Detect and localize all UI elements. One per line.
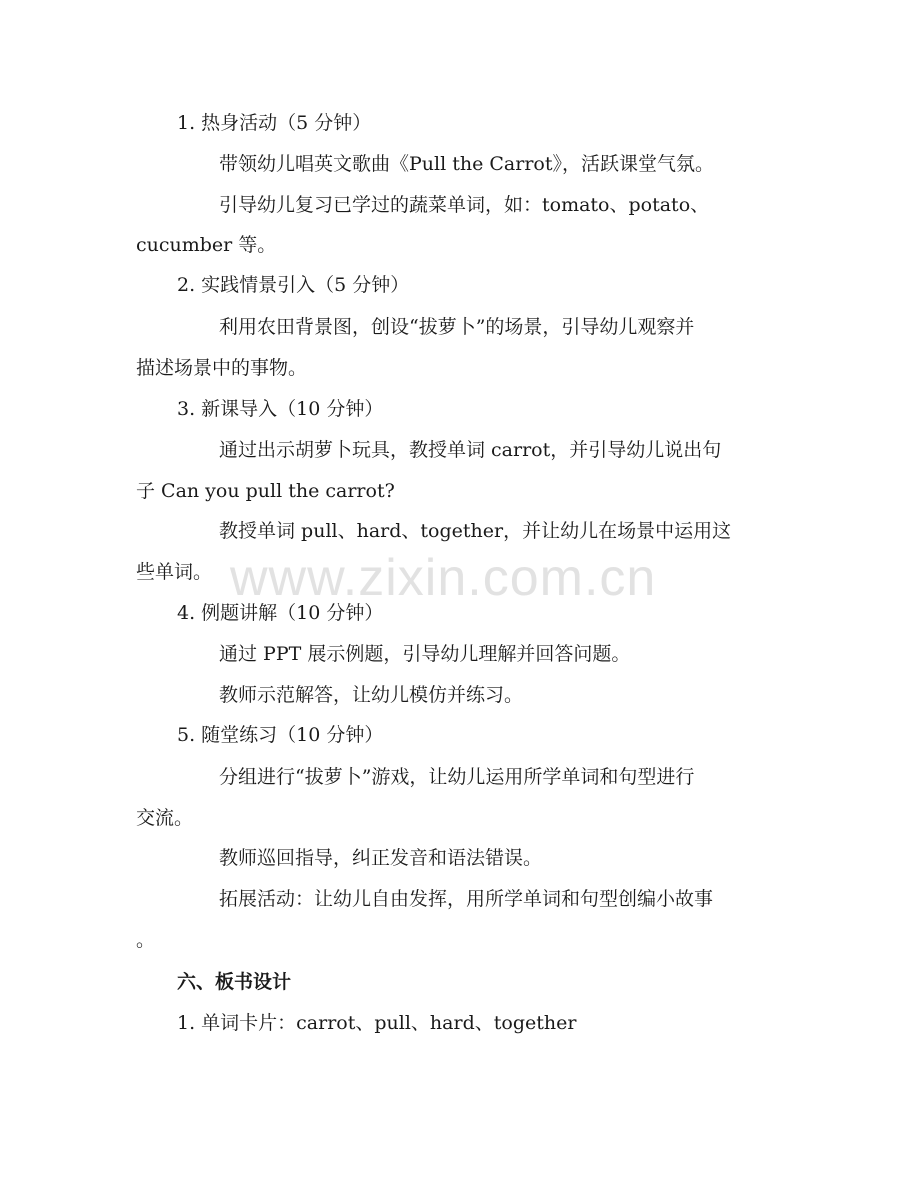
watermark: www.zixin.com.cn bbox=[230, 549, 657, 607]
step-3-title: 3. 新课导入（10 分钟） bbox=[177, 398, 384, 420]
step-4-line-1: 通过 PPT 展示例题，引导幼儿理解并回答问题。 bbox=[219, 643, 631, 665]
step-3-line-1: 通过出示胡萝卜玩具，教授单词 carrot，并引导幼儿说出句 bbox=[219, 439, 722, 461]
step-5-title: 5. 随堂练习（10 分钟） bbox=[177, 724, 384, 746]
step-5-line-1: 分组进行“拔萝卜”游戏，让幼儿运用所学单词和句型进行 bbox=[219, 766, 695, 788]
step-5-line-2: 交流。 bbox=[136, 807, 194, 829]
step-1-line-2: 引导幼儿复习已学过的蔬菜单词，如：tomato、potato、 bbox=[219, 194, 710, 216]
step-5-line-5: 。 bbox=[136, 929, 156, 951]
step-5-line-3: 教师巡回指导，纠正发音和语法错误。 bbox=[219, 847, 543, 869]
step-3-line-4: 些单词。 bbox=[136, 561, 213, 583]
step-1-title: 1. 热身活动（5 分钟） bbox=[177, 112, 372, 134]
section-6-heading: 六、板书设计 bbox=[177, 971, 292, 993]
step-4-line-2: 教师示范解答，让幼儿模仿并练习。 bbox=[219, 684, 524, 706]
step-1-line-1: 带领幼儿唱英文歌曲《Pull the Carrot》，活跃课堂气氛。 bbox=[219, 153, 714, 175]
step-2-line-2: 描述场景中的事物。 bbox=[136, 357, 308, 379]
section-6-item-1: 1. 单词卡片：carrot、pull、hard、together bbox=[177, 1012, 577, 1034]
step-2-title: 2. 实践情景引入（5 分钟） bbox=[177, 274, 410, 296]
step-1-line-3: cucumber 等。 bbox=[136, 234, 277, 256]
step-3-line-3: 教授单词 pull、hard、together，并让幼儿在场景中运用这 bbox=[219, 520, 732, 542]
step-4-title: 4. 例题讲解（10 分钟） bbox=[177, 602, 384, 624]
step-5-line-4: 拓展活动：让幼儿自由发挥，用所学单词和句型创编小故事 bbox=[219, 888, 714, 910]
step-3-line-2: 子 Can you pull the carrot? bbox=[136, 480, 395, 502]
step-2-line-1: 利用农田背景图，创设“拔萝卜”的场景，引导幼儿观察并 bbox=[219, 316, 695, 338]
